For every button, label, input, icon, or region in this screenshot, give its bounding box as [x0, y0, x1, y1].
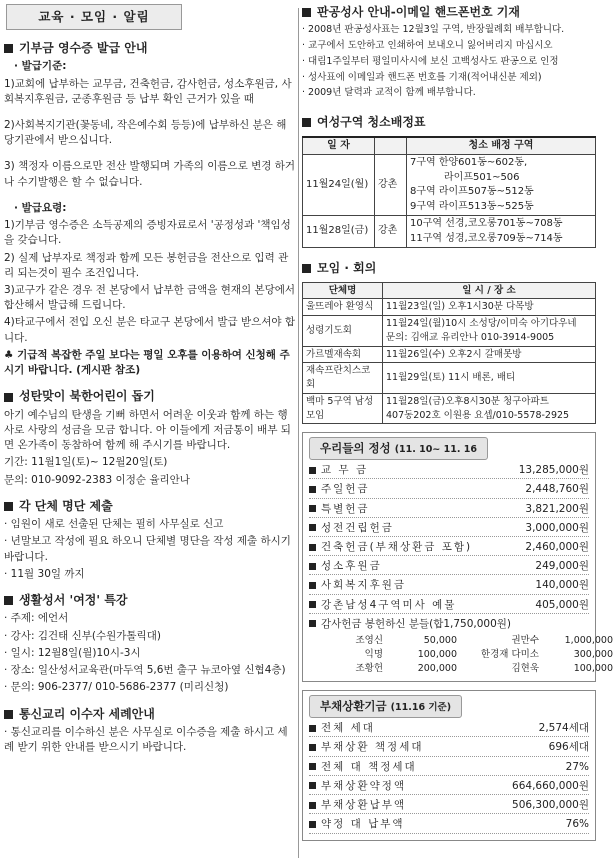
- offering-period: (11. 10~ 11. 16: [394, 444, 478, 456]
- offering-row: [309, 540, 589, 556]
- bullet-icon: [309, 725, 316, 732]
- bullet-icon: [309, 486, 316, 493]
- zone-line: 9구역 라이프513동~525동: [410, 200, 534, 212]
- offering-amount: 405,000원: [535, 598, 589, 611]
- criteria-label: · 발급기준:: [14, 60, 67, 73]
- bible-section-title: 생활성서 '여정' 특강: [4, 592, 296, 609]
- bullet-icon: [309, 524, 316, 531]
- method-item: 1)기부금 영수증은 소득공제의 증빙자료로서 '공정성과 '책임성을 갖습니다.: [4, 219, 291, 247]
- table-cell: 성령기도회: [303, 316, 383, 347]
- debt-label: 부채상환 책정세대: [321, 741, 424, 754]
- table-cell: [383, 316, 596, 347]
- thanks-row: [309, 617, 589, 632]
- bullet-icon: [309, 601, 316, 608]
- table-row: [303, 316, 596, 347]
- page-header: [6, 4, 182, 30]
- debt-box: [302, 690, 596, 840]
- offering-label: 교 무 금: [321, 464, 369, 477]
- offering-box: [302, 432, 613, 682]
- debt-value: 76%: [565, 818, 589, 831]
- donation-section-title: 기부금 영수증 발급 안내: [4, 40, 296, 57]
- meeting-info: 11월23일(일) 오후1시30분 다목방: [386, 301, 534, 313]
- donor-cell: 1,000,000: [564, 635, 613, 647]
- offering-title: [309, 437, 488, 460]
- offering-row: [309, 598, 589, 614]
- table-header-cell: 단체명: [303, 282, 383, 299]
- method-item: 2) 실제 납부자로 책정과 함께 모든 봉헌금을 전산으로 입력 관리 되는것이 필수 조건입니다.: [4, 251, 289, 279]
- square-bullet-icon: [4, 596, 13, 605]
- meeting-info: 11월24일(월)10시 소성당/이미숙 아기다우네: [386, 318, 577, 330]
- christmas-body: 아기 예수님의 탄생을 기뻐 하면서 어려운 이웃과 함께 하는 행사로 사랑의 성금을 모금 합니다. 아 이들에게 저금통이 배부 되면 온가족이 동참하여 함께 해 주시기를 바랍니다.: [4, 408, 291, 452]
- bullet-icon: [309, 582, 316, 589]
- offering-label: 특별헌금: [321, 502, 370, 515]
- table-cell: 11월24일(월): [303, 155, 375, 216]
- table-cell: 재속프란치스코회: [303, 363, 383, 394]
- bullet-icon: [309, 782, 316, 789]
- debt-row: [309, 760, 589, 776]
- table-row: [303, 346, 596, 363]
- bullet-icon: [309, 620, 316, 627]
- table-row: [303, 393, 596, 424]
- zone-line: 라이프501~506: [444, 171, 520, 183]
- groups-item: · 11월 30일 까지: [4, 567, 85, 580]
- zone-line: 10구역 선경,코오롱701동~708동: [410, 218, 563, 230]
- notice-item: · 대림1주일부터 평일미사시에 보신 고백성사도 판공으로 인정: [302, 55, 559, 67]
- column-divider: [298, 8, 299, 858]
- criteria-item: 2)사회복지기관(꽃동네, 작은예수회 등등)에 납부하신 분은 해당기관에서 받으십니다.: [4, 119, 287, 147]
- christmas-contact: 문의: 010-9092-2383 이정순 율리안나: [4, 473, 190, 486]
- notice-item: · 2009년 달력과 교적이 함께 배부합니다.: [302, 87, 476, 99]
- donor-cell: 50,000: [423, 635, 457, 647]
- debt-title: [309, 695, 462, 718]
- offering-row: [309, 578, 589, 594]
- debt-row: [309, 798, 589, 814]
- table-header-row: [303, 137, 596, 155]
- table-cell: 백마 5구역 남성모임: [303, 393, 383, 424]
- donor-cell: 300,000: [573, 648, 613, 660]
- debt-row: [309, 817, 589, 833]
- square-bullet-icon: [302, 118, 311, 127]
- table-header-cell: 일 자: [303, 137, 375, 155]
- square-bullet-icon: [4, 502, 13, 511]
- debt-label: 전체 대 책정세대: [321, 760, 417, 773]
- table-cell: 강촌: [375, 155, 407, 216]
- meeting-section-title: 모임 · 회의: [302, 260, 596, 277]
- meeting-info: 문의: 김애교 유리안나 010-3914-9005: [386, 331, 555, 343]
- bible-item: · 장소: 일산성서교육관(마두역 5,6번 출구 뉴코아옆 신협4층): [4, 664, 286, 677]
- criteria-item: 3) 책정자 이름으로만 전산 발행되며 가족의 이름으로 변경 하거나 수기발행은 할 수 없습니다.: [4, 160, 296, 188]
- debt-date: (11.16 기준): [390, 702, 452, 714]
- donor-cell: 100,000: [417, 648, 457, 660]
- meeting-info: 407동202호 이원용 요셉/010-5578-2925: [386, 409, 570, 421]
- offering-amount: 2,448,760원: [525, 483, 589, 496]
- bullet-icon: [309, 467, 316, 474]
- bullet-icon: [309, 544, 316, 551]
- criteria-item: 1)교회에 납부하는 교무금, 건축헌금, 감사헌금, 성소후원금, 사회복지후원금, 군종후원금 등 납부 확인 근거가 있을 때: [4, 77, 292, 105]
- debt-row: [309, 779, 589, 795]
- table-cell: 강촌: [375, 216, 407, 248]
- table-cell: 울뜨레아 환영식: [303, 299, 383, 316]
- debt-row: [309, 740, 589, 756]
- zone-line: 11구역 성경,코오롱709동~714동: [410, 232, 563, 244]
- table-header-cell: [375, 137, 407, 155]
- cleaning-section-title: 여성구역 청소배정표: [302, 114, 596, 131]
- debt-list: [309, 721, 589, 833]
- table-cell: [383, 393, 596, 424]
- table-cell: [383, 346, 596, 363]
- zone-line: 7구역 한양601동~602동,: [410, 157, 528, 169]
- debt-value: 506,300,000원: [512, 799, 589, 812]
- groups-item: · 임원이 새로 선출된 단체는 필히 사무실로 신고: [4, 518, 224, 531]
- thanks-label: 감사헌금 봉헌하신 분들(합1,750,000원): [321, 617, 512, 630]
- table-cell: [407, 216, 596, 248]
- method-item: 3)교구가 같은 경우 전 본당에서 납부한 금액을 현재의 본당에서 합산해서 발급해 드립니다.: [4, 284, 296, 312]
- table-header-row: [303, 282, 596, 299]
- square-bullet-icon: [4, 393, 13, 402]
- notice-item: · 2008년 판공성사표는 12월3일 구역, 반장월례회 배부합니다.: [302, 24, 565, 36]
- meeting-info: 11월26일(수) 오후2시 갈매못방: [386, 348, 522, 360]
- donor-cell: 조황헌: [355, 662, 383, 674]
- christmas-period: 기간: 11월1일(토)~ 12월20일(토): [4, 456, 168, 469]
- table-cell: 가르멜재속회: [303, 346, 383, 363]
- bullet-icon: [309, 763, 316, 770]
- offering-label: 사회복지후원금: [321, 579, 407, 592]
- bullet-icon: [309, 563, 316, 570]
- offering-amount: 13,285,000원: [518, 464, 589, 477]
- meeting-info: 11월28일(금)오후8시30분 청구아파트: [386, 395, 549, 407]
- page-header-title: 교육 · 모임 · 알림: [38, 8, 150, 24]
- square-bullet-icon: [302, 8, 311, 17]
- debt-value: 2,574세대: [538, 722, 589, 735]
- offering-amount: 140,000원: [535, 579, 589, 592]
- offering-label: 건축헌금(부채상환금 포함): [321, 541, 473, 554]
- donor-cell: 100,000: [573, 662, 613, 674]
- table-header-cell: 청소 배정 구역: [407, 137, 596, 155]
- offering-title-text: 우리들의 정성: [320, 441, 391, 456]
- christmas-section-title: 성탄맞이 북한어린이 돕기: [4, 388, 296, 405]
- bullet-icon: [309, 744, 316, 751]
- offering-label: 강촌남성4구역미사 예물: [321, 598, 457, 611]
- notice-section-title: 판공성사 안내-이메일 핸드폰번호 기재: [302, 4, 596, 21]
- table-cell: [407, 155, 596, 216]
- offering-label: 성소후원금: [321, 560, 382, 573]
- table-cell: [383, 363, 596, 394]
- table-header-cell: 일 시 / 장 소: [383, 282, 596, 299]
- donor-cell: 김현욱: [511, 662, 539, 674]
- groups-section-title: 각 단체 명단 제출: [4, 498, 296, 515]
- bible-item: · 일시: 12월8일(월)10시-3시: [4, 646, 141, 659]
- offering-row: [309, 559, 589, 575]
- debt-label: 부채상환납부액: [321, 799, 407, 812]
- donor-cell: 조영신: [355, 635, 383, 647]
- donor-cell: 한경재 다미소: [480, 648, 539, 660]
- table-row: [303, 299, 596, 316]
- table-row: [303, 216, 596, 248]
- donor-cell: 200,000: [417, 662, 457, 674]
- square-bullet-icon: [4, 710, 13, 719]
- offering-label: 주일헌금: [321, 483, 370, 496]
- meeting-table: [302, 282, 596, 425]
- offering-amount: 249,000원: [535, 560, 589, 573]
- offering-row: [309, 463, 589, 479]
- offering-list: [309, 463, 589, 614]
- offering-row: [309, 521, 589, 537]
- bible-item: · 강사: 김건태 신부(수원가톨릭대): [4, 629, 161, 642]
- debt-value: 664,660,000원: [512, 779, 589, 792]
- table-row: [303, 363, 596, 394]
- transfer-item: · 통신교리를 이수하신 분은 사무실로 이수증을 제출 하시고 세례 받기 위한 안내를 받으시기 바랍니다.: [4, 725, 288, 754]
- groups-item: · 년말보고 작성에 필요 하오니 단체별 명단을 작성 제출 하시기 바랍니다.: [4, 535, 291, 563]
- debt-row: [309, 721, 589, 737]
- method-item: 4)타교구에서 전입 오신 분은 타교구 본당에서 발급 받으셔야 합니다.: [4, 316, 296, 344]
- debt-title-text: 부채상환기금: [320, 699, 387, 714]
- square-bullet-icon: [302, 264, 311, 273]
- donor-cell: 익명: [364, 648, 383, 660]
- table-cell: [383, 299, 596, 316]
- meeting-info: 11월29일(토) 11시 배론, 배티: [386, 372, 516, 384]
- offering-amount: 2,460,000원: [525, 541, 589, 554]
- offering-amount: 3,000,000원: [525, 521, 589, 534]
- offering-row: [309, 502, 589, 518]
- debt-label: 부채상환약정액: [321, 779, 407, 792]
- notice-item: · 성사표에 이메일과 핸드폰 번호를 기재(적어내신분 제외): [302, 71, 542, 83]
- donor-cell: 권만수: [511, 635, 539, 647]
- zone-line: 8구역 라이프507동~512동: [410, 186, 534, 198]
- bullet-icon: [309, 821, 316, 828]
- bible-item: · 주제: 에언서: [4, 612, 69, 625]
- debt-value: 696세대: [548, 741, 589, 754]
- debt-value: 27%: [565, 760, 589, 773]
- bullet-icon: [309, 802, 316, 809]
- bullet-icon: [309, 505, 316, 512]
- donor-grid: [323, 634, 613, 675]
- table-cell: 11월28일(금): [303, 216, 375, 248]
- left-column: [4, 4, 296, 862]
- debt-label: 전체 세대: [321, 722, 375, 735]
- right-column: [302, 4, 613, 862]
- debt-label: 약정 대 납부액: [321, 818, 405, 831]
- cleaning-table: [302, 136, 596, 249]
- offering-row: [309, 482, 589, 498]
- offering-label: 성전건립헌금: [321, 521, 394, 534]
- donation-note: ♣ 기급적 복잡한 주일 보다는 평일 오후를 이용하여 신청해 주시기 바랍니다. (게시판 참조): [4, 348, 290, 377]
- notice-item: · 교구에서 도안하고 인쇄하여 보내오니 잃어버리지 마십시오: [302, 40, 553, 52]
- bible-item: · 문의: 906-2377/ 010-5686-2377 (미리신청): [4, 681, 229, 694]
- method-label: · 발급요령:: [14, 201, 67, 214]
- table-row: [303, 155, 596, 216]
- offering-amount: 3,821,200원: [525, 502, 589, 515]
- transfer-section-title: 통신교리 이수자 세례안내: [4, 706, 296, 723]
- square-bullet-icon: [4, 44, 13, 53]
